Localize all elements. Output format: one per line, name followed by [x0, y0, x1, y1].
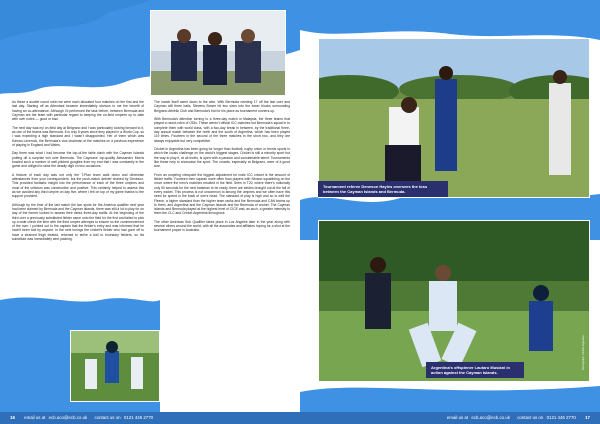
photo-officials-umpires [150, 10, 286, 96]
paragraph: With Bermuda's attention turning to a three-day match in Malaysia, the three teams that played a round-robin of ODIs. These weren't official ICC matches but Bermuda's squad in to complete them with world class, with a two-day break in between, by the traditional three-day annual match between the north and the south of Argentina, which has been played 119 times. Fourteen in the second of the three matches in the short two, and they are always enjoyable but very competitive. [154, 117, 290, 143]
page-number: 16 [10, 415, 15, 420]
email-label: email us at [24, 415, 46, 420]
photo-coin-toss-image [319, 39, 589, 197]
paragraph: Although by the time of the last match the two spots for the America qualifier next year had been claimed by Bermuda and the Cayman Islands, there was still a lot to play for on day of the former looked to assess their debut three-day swifts. At the beginning of the third over a previously substituted fielder came onto the field for the first and failed to pick up a wide check the time with the third umpire attempts to ensure so the commencement of the over. I pointed out to the captain that the fielder's entry and was informed that he hadn't been told by anyone. In the next innings the cricket's fielder who had gone off to have a strained thigh treated, returned to strike a ball to boundary fielders, so his substitute was immediately sent packing. [12, 202, 144, 242]
phone-label: contact us on [94, 415, 121, 420]
article-column-2 [154, 100, 290, 300]
photo-bowler-image [319, 221, 589, 381]
photo-caption-top: Tournament referee Deneson Hayles oversees the toss between the Cayman Islands and Bermuda. [318, 181, 448, 197]
phone-number: 0121 446 2770 [123, 415, 154, 420]
right-page-footer [300, 412, 600, 424]
email-label: email us at [446, 415, 469, 420]
email-link[interactable]: ecb.aco@ecb.co.uk [471, 415, 510, 420]
paragraph: Cricket in Argentina has been going for longer than football, rugby union or tennis sports in which the locals challenge on the world's biggest stages. Cricket is still a minority sport but the way to play it, at all levels, is open with a passion and considerable talent. Tournaments like these help to showcase the sport. The crowds, especially at Belgrano, were of a good size. [154, 147, 290, 169]
paragraph: The next day was my on-field day at Belgrano and I was particularly looking forward to it, as one of the teams was Bermuda. It is only 8 years since they played in a World Cup, so I was expecting a high standard and I wasn't disappointed. Her of them which was Kamau Leverock, the Bermuda's vice-chairman of the matches on a previous experience of playing in England and Wales. [12, 125, 144, 147]
photo-bowler-action [318, 220, 590, 382]
photo-officials-image [151, 11, 285, 95]
email-link[interactable]: ecb.aco@ecb.co.uk [48, 415, 88, 420]
right-page [300, 0, 600, 424]
paragraph: The match itself came down to the wire. With Bermuda needing 17 off the last over and Cayman still three balls, Stevens Bower hit two sixes into the tower blocks surrounding Belgrano Athletic Club and Bermuda's bid for his place as tournament runners-up. [154, 100, 290, 113]
paragraph: From an umpiring viewpoint the biggest adjustment for male ICC cricket is the amount of fielder traffic. Fourteen men squeak more often than players with Silvano squabbling on the move where the men's matches resulted in the field. Seen in T20, where there's notionally only 90 seconds for the next batsman to be ready, there are strides brought out at the fall of every wicket. This process is not uncommon to among the umpires and we often have this need for speed in the back of one's head. The standard of play is high and so is well the Fleece, a higher standard than the higher team ranks and the Bermuda and CAN teams up to them, and Argentina and the Cayman Islands and the Bermuda of cricket. The Cayman Islands and Bermuda played at the highest level of CICE and, as such, a greater intensity to them the CLC and Cricket Argentina throughout. [154, 172, 290, 216]
left-page-footer [0, 412, 300, 424]
photo-caption-bottom: Argentina's offspinner Lautaro Musiani in action against the Cayman Islands. [426, 362, 524, 378]
page-number: 17 [585, 415, 590, 420]
photo-credit: Photograph: Cricket Argentina [582, 335, 585, 370]
photo-batsman-image [71, 331, 159, 401]
phone-number: 0121 446 2770 [546, 415, 576, 420]
paragraph: A feature of each day was not only the T-Plan team walk down and otherwise attendances from your correspondent, but the push-match debrief chaired by Deneson. This provided fantastic insight into the performance of each of the three umpires and most of the criticism was constructive and positive. This certainly helped to assess this as we avoided any third umpire on day five, where I felt on top of my game thanks to the support provided. [12, 172, 144, 199]
photo-coin-toss [318, 38, 590, 198]
photo-batsman-action [70, 330, 160, 402]
paragraph: The other Americas Sub Qualifier takes place in Los Angeles later in the year along with several others around the world, with all the associates and affiliates hoping for a shot at the tournament proper in Australia. [154, 219, 290, 233]
paragraph: Day three was what I had become the top-of-the table clash with the Cayman Islands putting off a surprise win over Bermuda. The Caymans' top-quality Alessandro Morris bowled such a number of well-pitched googlies from my end that I was constantly in the game and obliged to raise the deadly digit on two occasions. [12, 151, 144, 169]
phone-label: contact us on [517, 415, 544, 420]
paragraph: As these a double round robin we were each allocated four matches on the first and the last day. Starting off as Attendant became immediately obvious to me the benefit of having an co-attendance. Although I'd performed the task before, between Bermuda and Cayman are the team with particular regard to keeping the on-field umpires up to date with over notes — good or bad. [12, 100, 144, 122]
